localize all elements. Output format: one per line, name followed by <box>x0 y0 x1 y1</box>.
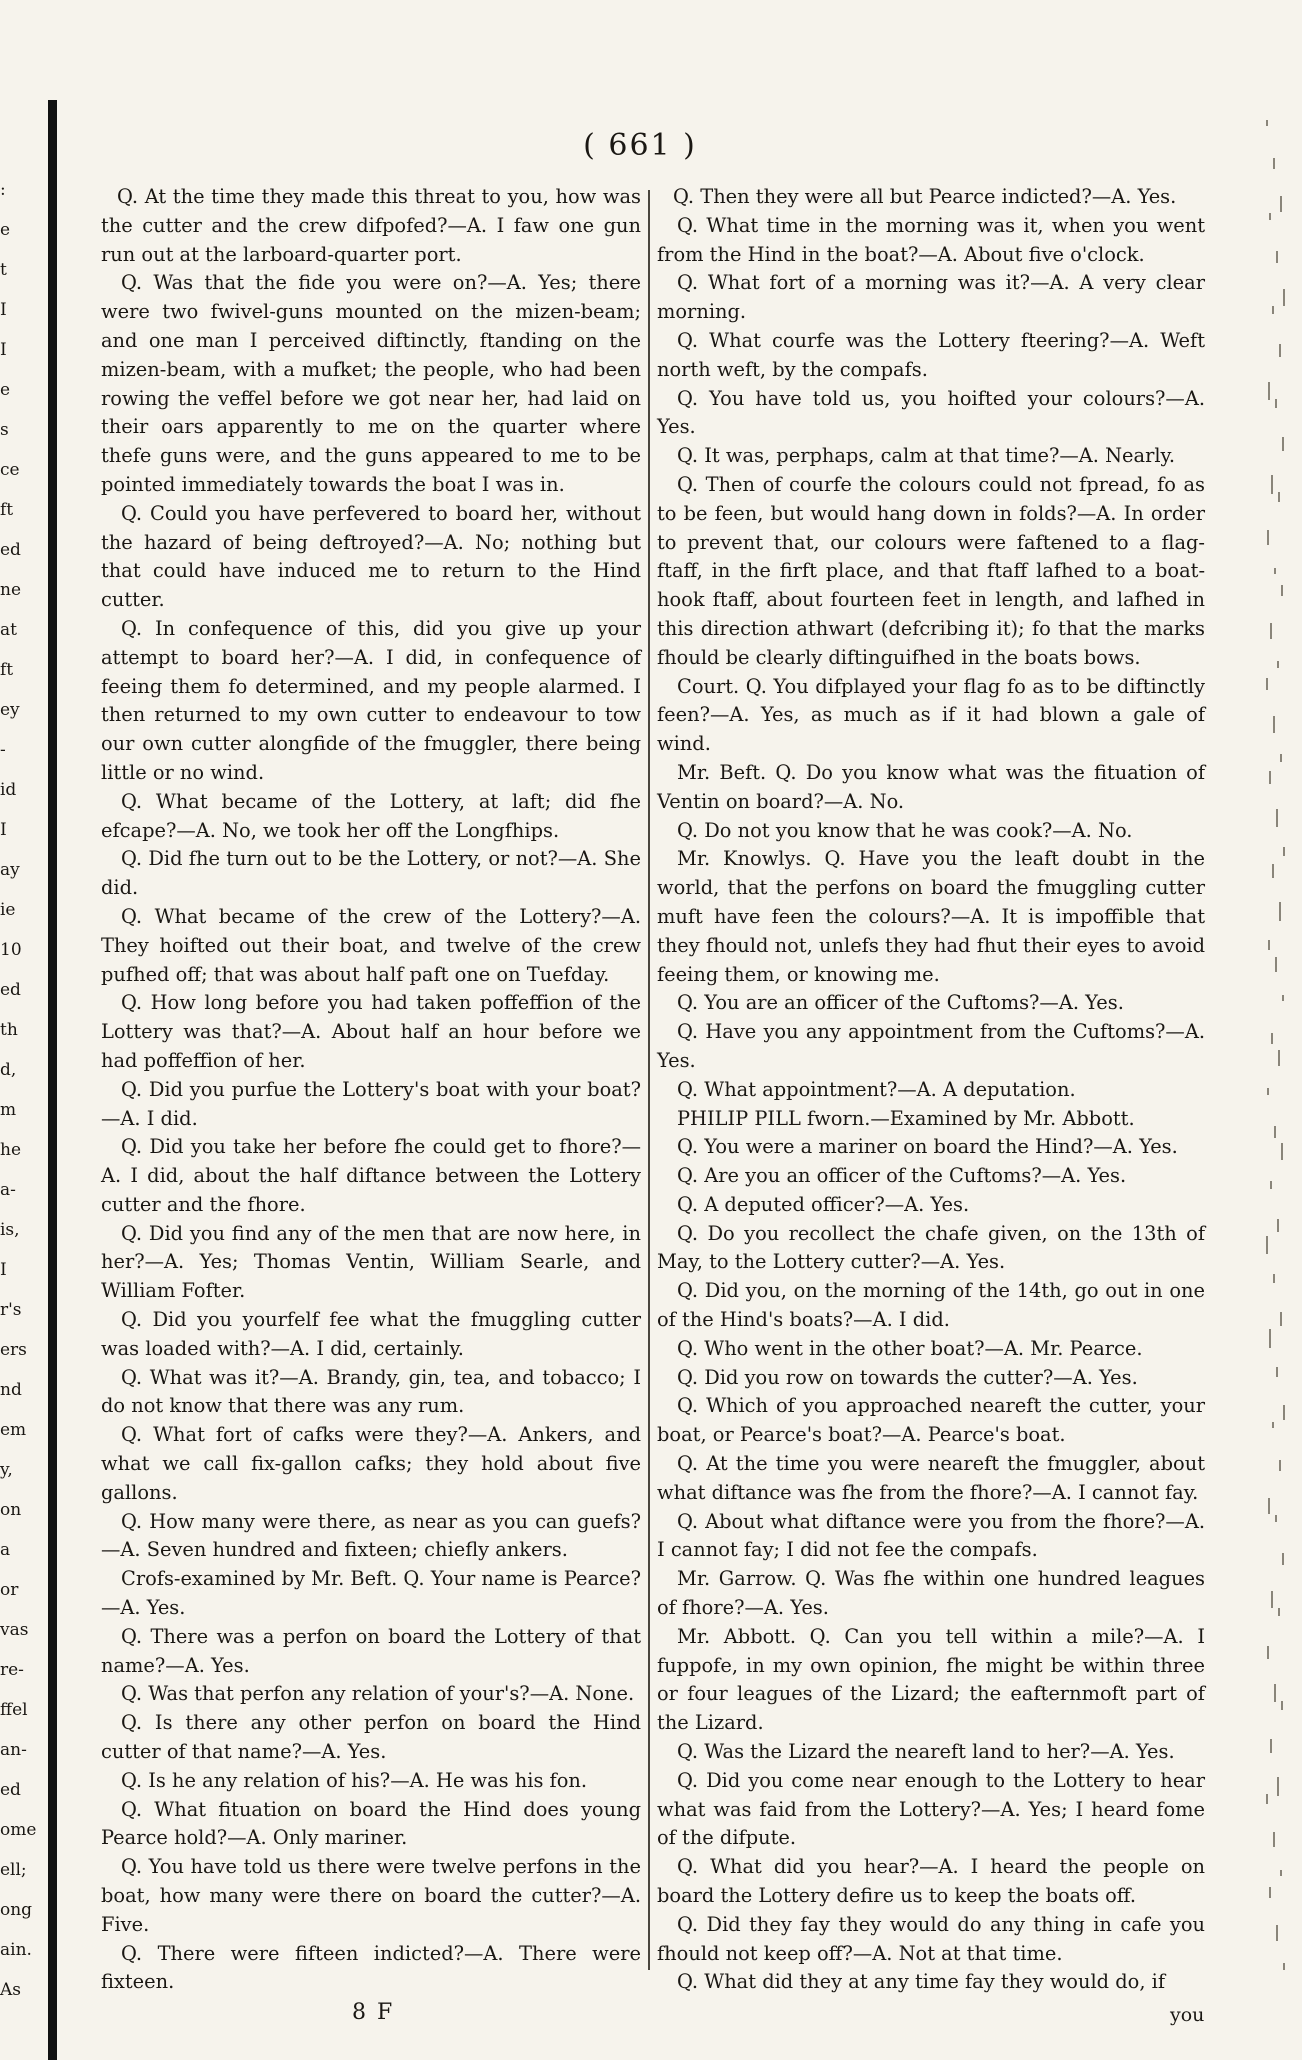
bleed-speck <box>1275 1515 1277 1522</box>
paragraph: Mr. Abbott. Q. Can you tell within a mile?—A. I fuppofe, in my own opinion, fhe might be within three or four leagues of the Lizard; the eafternmoft part of the Lizard. <box>657 1624 1205 1735</box>
paragraph: Q. Did you purfue the Lottery's boat with your boat?—A. I did. <box>101 1077 641 1130</box>
bleed-speck <box>1267 530 1269 545</box>
bleed-speck <box>1266 120 1268 126</box>
paragraph: Q. Was that perfon any relation of your's?—A. None. <box>121 1682 635 1706</box>
paragraph: Q. Then they were all but Pearce indicted?—A. Yes. <box>673 185 1177 208</box>
bleed-speck <box>1276 809 1278 827</box>
paragraph: Mr. Garrow. Q. Was fhe within one hundred leagues of fhore?—A. Yes. <box>657 1567 1205 1620</box>
bleed-speck <box>1283 1405 1285 1420</box>
margin-fragment: re- <box>0 1660 24 1680</box>
bleed-speck <box>1272 306 1274 314</box>
paragraph: Q. Is there any other perfon on board the Hind cutter of that name?—A. Yes. <box>101 1711 641 1764</box>
paragraph: Q. You are an officer of the Cuftoms?—A. Yes. <box>677 991 1124 1015</box>
bleed-speck <box>1268 940 1270 950</box>
paragraph: Q. What fort of a morning was it?—A. A very clear morning. <box>657 271 1205 324</box>
margin-fragment: ome <box>0 1820 37 1840</box>
margin-fragment: As <box>0 1980 22 2000</box>
bleed-speck <box>1280 1870 1282 1876</box>
bleed-speck <box>1280 1312 1282 1326</box>
paragraph: Q. What courfe was the Lottery fteering?—A. Weft north weft, by the compafs. <box>657 328 1205 381</box>
margin-fragment: d, <box>0 1060 17 1080</box>
margin-fragment: ell; <box>0 1860 27 1880</box>
bleed-speck <box>1269 213 1271 220</box>
paragraph: Q. What became of the crew of the Lottery?—A. They hoifted out their boat, and twelve of the crew pufhed off; that was about half paft one on Tuefday. <box>101 904 641 986</box>
bleed-speck <box>1267 1646 1269 1659</box>
paragraph: Q. Did fhe turn out to be the Lottery, or not?—A. She did. <box>101 847 641 900</box>
margin-fragment: ong <box>0 1900 33 1920</box>
margin-fragment: a <box>0 1540 11 1560</box>
paragraph: Mr. Knowlys. Q. Have you the leaft doubt in the world, that the perfons on board the fmuggling cutter muft have feen the colours?—A. It is impoffible that they fhould not, unlefs they had fhut their eyes to avoid feeing them, or knowing me. <box>657 847 1205 986</box>
paragraph: Q. What became of the Lottery, at laft; did fhe efcape?—A. No, we took her off the Longfhips. <box>101 789 641 842</box>
paragraph: Q. What did you hear?—A. I heard the people on board the Lottery defire us to keep the boats off. <box>657 1855 1205 1908</box>
paragraph: Crofs-examined by Mr. Beft. Q. Your name is Pearce?—A. Yes. <box>101 1567 642 1620</box>
margin-fragment: at <box>0 620 17 640</box>
paragraph: Q. Which of you approached neareft the cutter, your boat, or Pearce's boat?—A. Pearce's boat. <box>657 1394 1205 1447</box>
bleed-speck <box>1281 585 1283 596</box>
margin-fragment: a- <box>0 1180 16 1200</box>
bleed-speck <box>1274 1684 1276 1702</box>
bleed-speck <box>1275 957 1277 972</box>
bleed-speck <box>1269 1887 1271 1898</box>
bleed-speck <box>1278 492 1280 502</box>
bleed-speck <box>1272 864 1274 878</box>
bleed-speck <box>1269 771 1271 784</box>
margin-fragment: ed <box>0 980 21 1000</box>
bleed-speck <box>1277 1777 1279 1796</box>
paragraph: Court. Q. You difplayed your flag fo as to be diftinctly feen?—A. Yes, as much as if it had blown a gale of wind. <box>657 674 1205 756</box>
binding-edge <box>48 100 57 2060</box>
margin-fragment: ers <box>0 1340 27 1360</box>
bleed-speck <box>1282 437 1284 451</box>
paragraph: Mr. Beft. Q. Do you know what was the fituation of Ventin on board?—A. No. <box>657 760 1205 813</box>
margin-fragment: ey <box>0 700 20 720</box>
margin-fragment: id <box>0 780 17 800</box>
bleed-speck <box>1268 1498 1270 1514</box>
margin-fragment: I <box>0 820 7 840</box>
bleed-speck <box>1275 399 1277 408</box>
paragraph: Q. In confequence of this, did you give up your attempt to board her?—A. I did, in confequence of feeing them fo determined, and my people alarmed. I then returned to my own cutter to endeavour to tow our own cutter alongfide of the fmuggler, there being little or no wind. <box>101 616 641 784</box>
paragraph: Q. Did you come near enough to the Lottery to hear what was faid from the Lottery?—A. Yes; I heard fome of the difpute. <box>657 1768 1205 1850</box>
bleed-speck <box>1281 1701 1283 1710</box>
bleed-speck <box>1273 1274 1275 1283</box>
margin-fragment: I <box>0 300 7 320</box>
paragraph: Q. About what diftance were you from the fhore?—A. I cannot fay; I did not fee the compafs. <box>657 1509 1205 1562</box>
bleed-speck <box>1283 1963 1285 1970</box>
margin-fragment: 10 <box>0 940 22 960</box>
margin-fragment: ce <box>0 460 20 480</box>
paragraph: Q. Do not you know that he was cook?—A. No. <box>677 818 1133 842</box>
paragraph: Q. What was it?—A. Brandy, gin, tea, and tobacco; I do not know that there was any rum. <box>101 1365 641 1418</box>
bleed-speck <box>1280 754 1282 762</box>
right-margin-bleed <box>1262 120 1302 2020</box>
margin-fragment: ain. <box>0 1940 32 1960</box>
margin-fragment: e <box>0 220 11 240</box>
bleed-speck <box>1266 1794 1268 1804</box>
bleed-speck <box>1283 847 1285 856</box>
paragraph: Q. Was the Lizard the neareft land to her?—A. Yes. <box>677 1740 1175 1764</box>
margin-fragment: em <box>0 1420 27 1440</box>
margin-fragment: I <box>0 340 7 360</box>
bleed-speck <box>1283 289 1285 306</box>
catchword: you <box>1170 2004 1205 2026</box>
signature-mark: 8 F <box>352 2000 395 2025</box>
paragraph: Q. At the time they made this threat to you, how was the cutter and the crew difpofed?—A. I faw one gun run out at the larboard-quarter port. <box>101 185 641 266</box>
bleed-speck <box>1277 661 1279 668</box>
margin-fragment: r's <box>0 1300 22 1320</box>
paragraph: Q. What appointment?—A. A deputation. <box>677 1077 1076 1101</box>
margin-fragment: - <box>0 740 6 760</box>
paragraph: Q. It was, perphaps, calm at that time?—A. Nearly. <box>677 444 1176 468</box>
margin-fragment: nd <box>0 1380 22 1400</box>
margin-fragment: : <box>0 180 6 200</box>
paragraph: Q. You have told us, you hoifted your colours?—A. Yes. <box>657 386 1205 439</box>
margin-fragment: th <box>0 1020 18 1040</box>
margin-fragment: ie <box>0 900 16 920</box>
paragraph: Q. Did you row on towards the cutter?—A. Yes. <box>677 1365 1138 1389</box>
bleed-speck <box>1271 1591 1273 1608</box>
facing-page-margin <box>0 170 44 2010</box>
margin-fragment: e <box>0 380 11 400</box>
bleed-speck <box>1273 716 1275 733</box>
paragraph: Q. Then of courfe the colours could not fpread, fo as to be feen, but would hang down in folds?—A. In order to prevent that, our colours were faftened to a flag-ftaff, in the firft place, and that ftaff lafhed to a boat-hook ftaff, about fourteen feet in length, and lafhed in this direction athwart (defcribing it); fo that the marks fhould be clearly diftinguifhed in the boats bows. <box>657 472 1205 669</box>
margin-fragment: on <box>0 1500 22 1520</box>
margin-fragment: ed <box>0 540 21 560</box>
right-column <box>657 183 1205 1997</box>
bleed-speck <box>1271 1033 1273 1044</box>
paragraph: Q. There were fifteen indicted?—A. There were fixteen. <box>101 1941 641 1994</box>
paragraph: Q. Was that the fide you were on?—A. Yes; there were two fwivel-guns mounted on the mizen-beam; and one man I perceived diftinctly, ftanding on the mizen-beam, with a mufket; the people, who had been rowing the veffel before we got near her, had laid on their oars apparently to me on the quarter where thefe guns were, and the guns appeared to me to be pointed immediately towards the boat I was in. <box>101 271 641 496</box>
bleed-speck <box>1279 344 1281 357</box>
paragraph: PHILIP PILL fworn.—Examined by Mr. Abbott. <box>677 1106 1135 1130</box>
margin-fragment: y, <box>0 1460 13 1480</box>
paragraph: Q. You have told us there were twelve perfons in the boat, how many were there on board the cutter?—A. Five. <box>101 1855 641 1936</box>
paragraph: Q. You were a mariner on board the Hind?—A. Yes. <box>677 1135 1178 1159</box>
paragraph: Q. At the time you were neareft the fmuggler, about what diftance was fhe from the fhore?—A. I cannot fay. <box>657 1452 1205 1504</box>
margin-fragment: ft <box>0 500 14 520</box>
paragraph: Q. Is he any relation of his?—A. He was his fon. <box>121 1768 588 1792</box>
column-rule <box>648 190 650 1970</box>
bleed-speck <box>1267 1088 1269 1095</box>
bleed-speck <box>1278 1608 1280 1616</box>
paragraph: Q. What time in the morning was it, when you went from the Hind in the boat?—A. About five o'clock. <box>657 213 1205 266</box>
bleed-speck <box>1266 1236 1268 1254</box>
paragraph: Q. What did they at any time fay they would do, if <box>677 1970 1166 1994</box>
bleed-speck <box>1272 1422 1274 1428</box>
margin-fragment: or <box>0 1580 19 1600</box>
paragraph: Q. Are you an officer of the Cuftoms?—A. Yes. <box>677 1164 1127 1188</box>
paragraph: Q. How long before you had taken poffeffion of the Lottery was that?—A. About half an hour before we had poffeffion of her. <box>101 991 641 1072</box>
paragraph: Q. A deputed officer?—A. Yes. <box>677 1192 970 1216</box>
margin-fragment: ay <box>0 860 20 880</box>
bleed-speck <box>1276 1367 1278 1377</box>
margin-fragment: s <box>0 420 9 440</box>
bleed-speck <box>1279 902 1281 921</box>
paragraph: Q. How many were there, as near as you can guefs?—A. Seven hundred and fixteen; chiefly ankers. <box>101 1509 641 1562</box>
bleed-speck <box>1282 995 1284 1001</box>
paragraph: Q. Do you recollect the chafe given, on the 13th of May, to the Lottery cutter?—A. Yes. <box>657 1221 1205 1274</box>
bleed-speck <box>1274 1126 1276 1138</box>
left-column <box>101 183 641 1997</box>
bleed-speck <box>1276 251 1278 263</box>
bleed-speck <box>1273 1832 1275 1847</box>
bleed-speck <box>1269 1329 1271 1348</box>
margin-fragment: is, <box>0 1220 20 1240</box>
bleed-speck <box>1273 158 1275 169</box>
margin-fragment: ed <box>0 1780 21 1800</box>
margin-fragment: ffel <box>0 1700 28 1720</box>
paragraph: Q. Did you yourfelf fee what the fmuggling cutter was loaded with?—A. I did, certainly. <box>101 1308 641 1360</box>
bleed-speck <box>1271 475 1273 494</box>
paragraph: Q. What fituation on board the Hind does young Pearce hold?—A. Only mariner. <box>101 1797 641 1850</box>
paragraph: Q. Did they fay they would do any thing in cafe you fhould not keep off?—A. Not at that time. <box>657 1912 1205 1965</box>
page-number: ( 661 ) <box>583 128 697 163</box>
bleed-speck <box>1270 623 1272 639</box>
bleed-speck <box>1280 196 1282 212</box>
margin-fragment: m <box>0 1100 17 1120</box>
bleed-speck <box>1278 1050 1280 1066</box>
bleed-speck <box>1281 1143 1283 1160</box>
margin-fragment: ne <box>0 580 22 600</box>
paragraph: Q. Did you find any of the men that are now here, in her?—A. Yes; Thomas Ventin, William Searle, and William Fofter. <box>101 1221 641 1303</box>
bleed-speck <box>1274 568 1276 574</box>
paragraph: Q. Did you, on the morning of the 14th, go out in one of the Hind's boats?—A. I did. <box>657 1279 1205 1332</box>
margin-fragment: vas <box>0 1620 29 1640</box>
margin-fragment: an- <box>0 1740 27 1760</box>
margin-fragment: t <box>0 260 7 280</box>
bleed-speck <box>1276 1925 1278 1941</box>
paragraph: Q. What fort of cafks were they?—A. Ankers, and what we call fix-gallon cafks; they hold about five gallons. <box>101 1423 641 1504</box>
bleed-speck <box>1268 382 1270 400</box>
margin-fragment: he <box>0 1140 22 1160</box>
paragraph: Q. Did you take her before fhe could get to fhore?—A. I did, about the half diftance between the Lottery cutter and the fhore. <box>101 1135 641 1216</box>
bleed-speck <box>1270 1181 1272 1189</box>
paragraph: Q. There was a perfon on board the Lottery of that name?—A. Yes. <box>101 1624 641 1677</box>
bleed-speck <box>1279 1460 1281 1471</box>
paragraph: Q. Could you have perfevered to board her, without the hazard of being deftroyed?—A. No; nothing but that could have induced me to return to the Hind cutter. <box>101 501 641 612</box>
margin-fragment: ft <box>0 660 14 680</box>
bleed-speck <box>1282 1553 1284 1565</box>
bleed-speck <box>1266 678 1268 690</box>
bleed-speck <box>1277 1219 1279 1232</box>
margin-fragment: I <box>0 1260 7 1280</box>
bleed-speck <box>1270 1739 1272 1753</box>
paragraph: Q. Who went in the other boat?—A. Mr. Pearce. <box>677 1336 1143 1360</box>
paragraph: Q. Have you any appointment from the Cuftoms?—A. Yes. <box>657 1020 1205 1072</box>
